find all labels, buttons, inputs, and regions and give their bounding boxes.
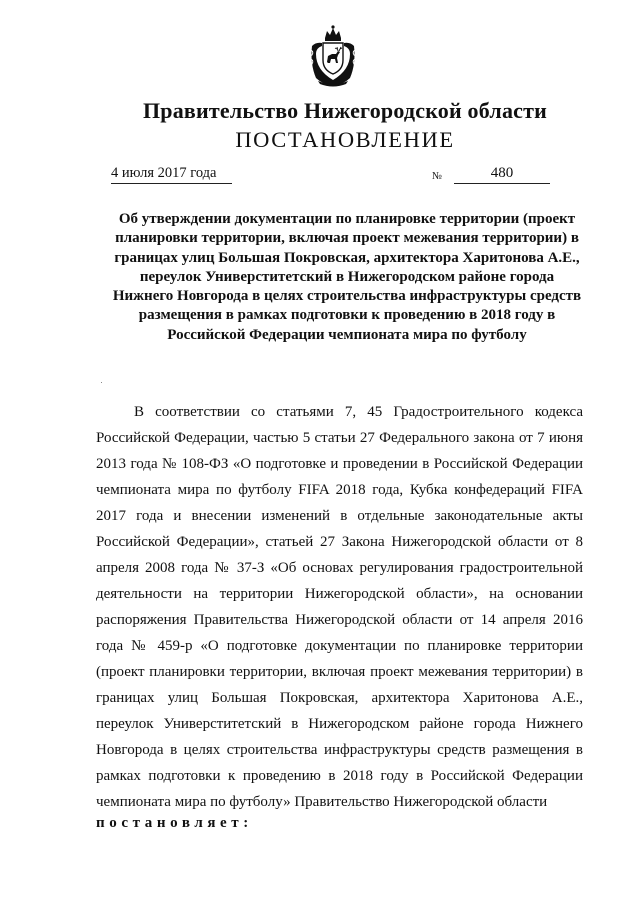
document-number: 480	[490, 165, 514, 181]
coat-of-arms-icon	[306, 24, 360, 88]
number-underline	[454, 183, 550, 184]
document-date: 4 июля 2017 года	[111, 165, 217, 181]
government-name: Правительство Нижегородской области	[142, 98, 547, 123]
number-sign: №	[432, 171, 443, 182]
decree-verb: постановляет:	[96, 815, 253, 831]
body-paragraph	[96, 399, 583, 815]
body-paragraph-text: В соответствии со статьями 7, 45 Градостроительного кодекса Российской Федерации, частью 5 статьи 27 Федерального закона от 7 июня 2013 года № 108-ФЗ «О подготовке и проведении в Российской Федерации чемпионата мира по футболу FIFA 2018 года, Кубка конфедераций FIFA 2017 года и внесении изменений в отдельные законодательные акты Российской Федерации», статьей 27 Закона Нижегородской области от 8 апреля 2008 года № 37-З «Об основах регулирования градостроительной деятельности на территории Нижегородской области», на основании распоряжения Правительства Нижегородской области от 14 апреля 2016 года № 459-р «О подготовке документации по планировке территории (проект планировки территории, включая проект межевания территории) в границах улиц Большая Покровская, архитектора Харитонова А.Е., переулок Универститетский в Нижегородском районе города Нижнего Новгорода в целях строительства инфраструктуры средств размещения в рамках подготовки к проведению в 2018 году в Российской Федерации чемпионата мира по футболу» Правительство Нижегородской области	[96, 404, 583, 810]
scan-speck	[101, 382, 102, 383]
date-underline	[111, 183, 232, 184]
document-subject: Об утверждении документации по планировке территории (проект планировки территории, включая проект межевания территории) в границах улиц Большая Покровская, архитектора Харитонова А.Е., переулок Универститетский в Нижегородском районе города Нижнего Новгорода в целях строительства инфраструктуры средств размещения в рамках подготовки к проведению в 2018 году в Российской Федерации чемпионата мира по футболу	[112, 211, 582, 343]
document-type: ПОСТАНОВЛЕНИЕ	[235, 127, 455, 152]
